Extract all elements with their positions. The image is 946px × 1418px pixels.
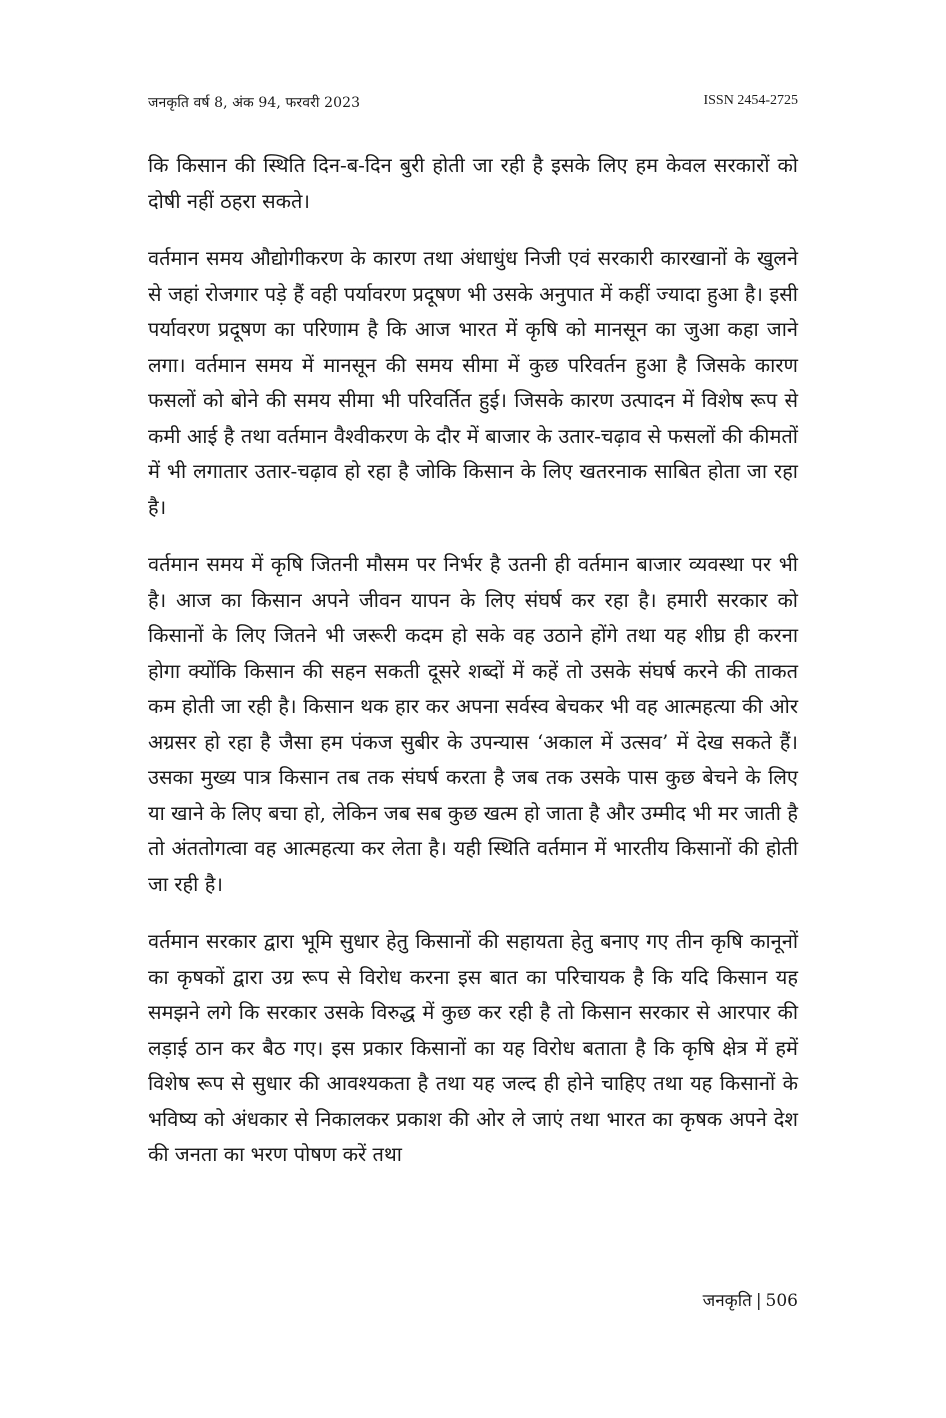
paragraph-3: वर्तमान समय में कृषि जितनी मौसम पर निर्भर है उतनी ही वर्तमान बाजार व्यवस्था पर भी है। आज का किसान अपने जीवन यापन के लिए संघर्ष कर रहा है। हमारी सरकार को किसानों के लिए जितने भी जरूरी कदम हो सके वह उठाने होंगे तथा यह शीघ्र ही करना होगा क्योंकि किसान की सहन सकती दूसरे शब्दों में कहें तो उसके संघर्ष करने की ताकत कम होती जा रही है। किसान थक हार कर अपना सर्वस्व बेचकर भी वह आत्महत्या की ओर अग्रसर हो रहा है जैसा हम पंकज सुबीर के उपन्यास ‘अकाल में उत्सव’ में देख सकते हैं। उसका मुख्य पात्र किसान तब तक संघर्ष करता है जब तक उसके पास कुछ बेचने के लिए या खाने के लिए बचा हो, लेकिन जब सब कुछ खत्म हो जाता है और उम्मीद भी मर जाती है तो अंततोगत्वा वह आत्महत्या कर लेता है। यही स्थिति वर्तमान में भारतीय किसानों की होती जा रही है। [148,552,798,896]
page-number: 506 [765,1291,798,1311]
page-footer [703,1288,798,1311]
footer-separator: | [755,1291,762,1311]
paragraph-2: वर्तमान समय औद्योगीकरण के कारण तथा अंधाधुंध निजी एवं सरकारी कारखानों के खुलने से जहां रोजगार पड़े हैं वही पर्यावरण प्रदूषण भी उसके अनुपात में कहीं ज्यादा हुआ है। इसी पर्यावरण प्रदूषण का परिणाम है कि आज भारत में कृषि को मानसून का जुआ कहा जाने लगा। वर्तमान समय में मानसून की समय सीमा में कुछ परिवर्तन हुआ है जिसके कारण फसलों को बोने की समय सीमा भी परिवर्तित हुई। जिसके कारण उत्पादन में विशेष रूप से कमी आई है तथा वर्तमान वैश्वीकरण के दौर में बाजार के उतार-चढ़ाव से फसलों की कीमतों में भी लगातार उतार-चढ़ाव हो रहा है जोकि किसान के लिए खतरनाक साबित होता जा रहा है। [148,246,798,519]
paragraph-4: वर्तमान सरकार द्वारा भूमि सुधार हेतु किसानों की सहायता हेतु बनाए गए तीन कृषि कानूनों का कृषकों द्वारा उग्र रूप से विरोध करना इस बात का परिचायक है कि यदि किसान यह समझने लगे कि सरकार उसके विरुद्ध में कुछ कर रही है तो किसान सरकार से आरपार की लड़ाई ठान कर बैठ गए। इस प्रकार किसानों का यह विरोध बताता है कि कृषि क्षेत्र में हमें विशेष रूप से सुधार की आवश्यकता है तथा यह जल्द ही होने चाहिए तथा यह किसानों के भविष्य को अंधकार से निकालकर प्रकाश की ओर ले जाएं तथा भारत का कृषक अपने देश की जनता का भरण पोषण करें तथा [148,929,798,1166]
footer-journal-name: जनकृति [702,1291,752,1311]
running-header-journal: जनकृति वर्ष 8, अंक 94, फरवरी 2023 [148,95,361,111]
body-text [148,148,798,1195]
running-header-issn: ISSN 2454-2725 [703,93,798,108]
paragraph-1: कि किसान की स्थिति दिन-ब-दिन बुरी होती जा रही है इसके लिए हम केवल सरकारों को दोषी नहीं ठहरा सकते। [148,153,798,213]
